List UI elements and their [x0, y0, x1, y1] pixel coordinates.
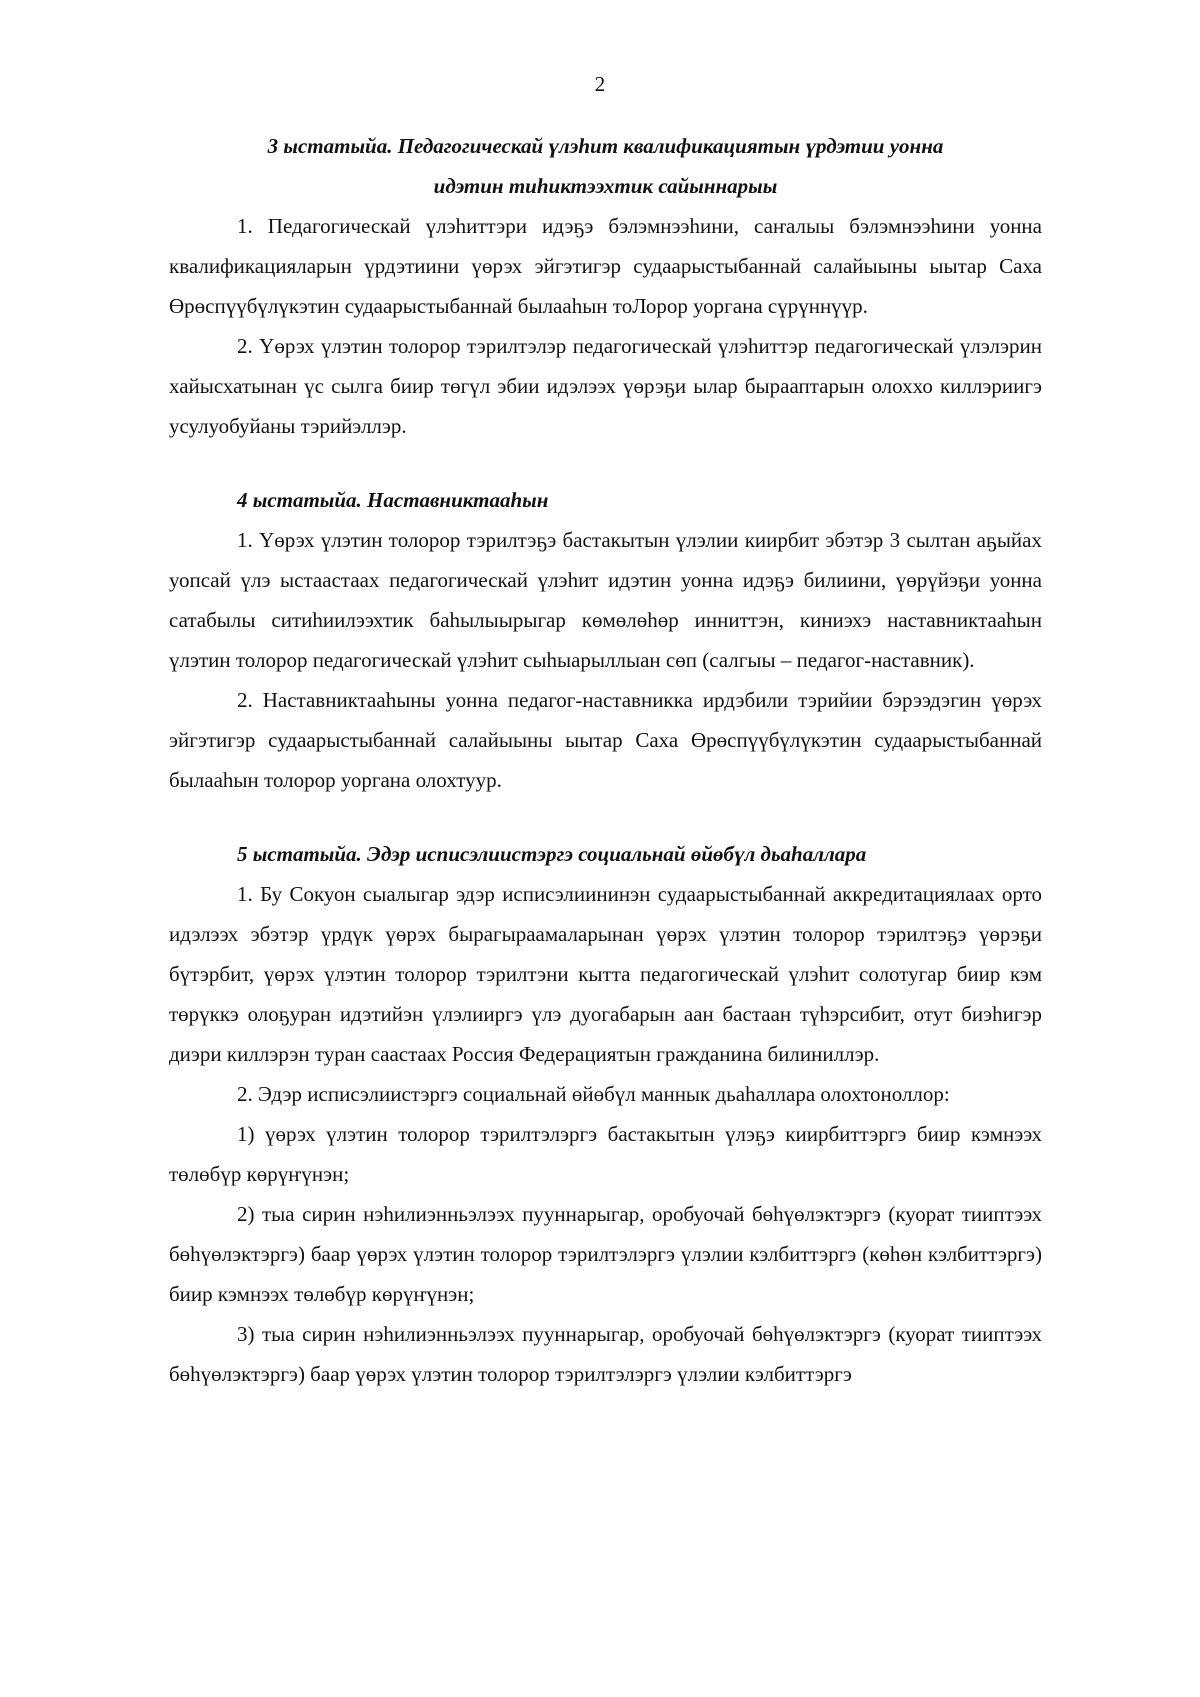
- spacer: [169, 446, 1042, 480]
- spacer: [169, 800, 1042, 834]
- section-5-item-1: 1) үөрэх үлэтин толорор тэрилтэлэргэ бастакытын үлэҕэ киирбиттэргэ биир кэмнээх төлөбүр көрүҥүнэн;: [169, 1122, 1042, 1186]
- section-4-heading: 4 ыстатыйа. Наставниктааһын: [237, 488, 549, 512]
- section-3-heading-line-2: идэтин тиһиктээхтик сайыннарыы: [433, 174, 778, 198]
- section-3-paragraph-2: 2. Үөрэх үлэтин толорор тэрилтэлэр педагогическай үлэһиттэр педагогическай үлэлэрин хайысхатынан үс сылга биир төгүл эбии идэлээх үөрэҕи ылар бырааптарын олоххо киллэриигэ усулуобуйаны тэрийэллэр.: [169, 334, 1042, 438]
- section-5-paragraph-1: 1. Бу Сокуон сыалыгар эдэр исписэлиининэн судаарыстыбаннай аккредитациялаах орто идэлээх эбэтэр үрдүк үөрэх бырагыраамаларынан үөрэх үлэтин толорор тэрилтэҕэ үөрэҕи бүтэрбит, үөрэх үлэтин толорор тэрилтэни кытта педагогическай үлэһит солотугар биир кэм төрүккэ олоҕуран идэтийэн үлэлииргэ үлэ дуогабарын аан бастаан түһэрсибит, отут биэһигэр диэри киллэрэн туран саастаах Россия Федерациятын гражданина билиниллэр.: [169, 882, 1042, 1066]
- section-5-item-3: 3) тыа сирин нэһилиэнньэлээх пууннарыгар, оробуочай бөһүөлэктэргэ (куорат тииптээх бөһүөлэктэргэ) баар үөрэх үлэтин толорор тэрилтэлэргэ үлэлии кэлбиттэргэ: [169, 1322, 1042, 1386]
- section-3-heading-line-1: 3 ыстатыйа. Педагогическай үлэһит квалификациятын үрдэтии уонна: [267, 134, 944, 158]
- page-number: 2: [594, 72, 606, 96]
- section-4-paragraph-1: 1. Үөрэх үлэтин толорор тэрилтэҕэ бастакытын үлэлии киирбит эбэтэр 3 сылтан аҕыйах уопсай үлэ ыстаастаах педагогическай үлэһит идэтин уонна идэҕэ билиини, үөрүйэҕи уонна сатабылы ситиһиилээхтик баһылыырыгар көмөлөһөр инниттэн, киниэхэ наставниктааһын үлэтин толорор педагогическай үлэһит сыһыарыллыан сөп (салгыы – педагог-наставник).: [169, 528, 1042, 672]
- section-5-item-2: 2) тыа сирин нэһилиэнньэлээх пууннарыгар, оробуочай бөһүөлэктэргэ (куорат тииптээх бөһүөлэктэргэ) баар үөрэх үлэтин толорор тэрилтэлэргэ үлэлии кэлбиттэргэ (көһөн кэлбиттэргэ) биир кэмнээх төлөбүр көрүҥүнэн;: [169, 1202, 1042, 1306]
- document-body: [169, 126, 1042, 1394]
- section-4-paragraph-2: 2. Наставниктааһыны уонна педагог-наставникка ирдэбили тэрийии бэрээдэгин үөрэх эйгэтигэр судаарыстыбаннай салайыыны ыытар Саха Өрөспүүбүлүкэтин судаарыстыбаннай былааһын толорор уоргана олохтуур.: [169, 688, 1042, 792]
- section-5-heading: 5 ыстатыйа. Эдэр исписэлиистэргэ социальнай өйөбүл дьаһаллара: [237, 842, 867, 866]
- section-3-paragraph-1: 1. Педагогическай үлэһиттэри идэҕэ бэлэмнээһини, саҥалыы бэлэмнээһини уонна квалификацияларын үрдэтиини үөрэх эйгэтигэр судаарыстыбаннай салайыыны ыытар Саха Өрөспүүбүлүкэтин судаарыстыбаннай былааһын тоЛорор уоргана сүрүннүүр.: [169, 214, 1042, 318]
- section-5-paragraph-2: 2. Эдэр исписэлиистэргэ социальнай өйөбүл маннык дьаһаллара олохтоноллор:: [237, 1082, 950, 1106]
